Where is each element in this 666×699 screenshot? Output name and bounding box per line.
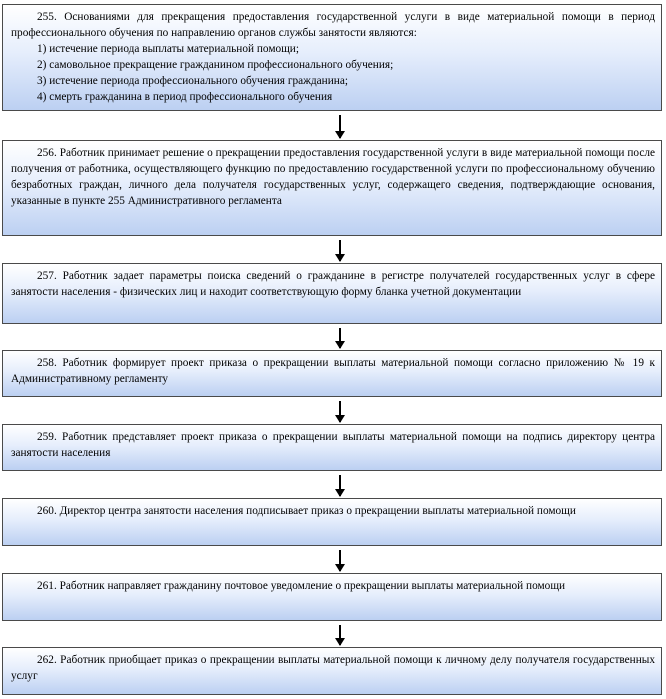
arrow-260-261 xyxy=(339,550,341,571)
step-255-item-1: 1) истечение периода выплаты материальной помощи; xyxy=(37,43,299,55)
step-260-text: 260. Директор центра занятости населения подписывает приказ о прекращении выплаты материальной помощи xyxy=(37,505,576,517)
step-262-text: 262. Работник приобщает приказ о прекращении выплаты материальной помощи к личному делу получателя государственных услуг xyxy=(11,654,655,682)
step-256-box xyxy=(2,140,662,236)
step-258-box xyxy=(2,350,662,397)
step-257-text: 257. Работник задает параметры поиска сведений о гражданине в регистре получателей государственных услуг в сфере занятости населения - физических лиц и находит соответствующую форму бланка учетной документации xyxy=(11,270,655,298)
step-259-box xyxy=(2,424,662,471)
step-255-box xyxy=(2,4,662,111)
arrow-259-260 xyxy=(339,475,341,496)
step-255-item-2: 2) самовольное прекращение гражданином профессионального обучения; xyxy=(37,59,394,71)
step-260-box xyxy=(2,498,662,546)
step-261-box xyxy=(2,573,662,621)
arrow-261-262 xyxy=(339,625,341,645)
step-261-text: 261. Работник направляет гражданину почтовое уведомление о прекращении выплаты материальной помощи xyxy=(37,580,566,592)
step-259-text: 259. Работник представляет проект приказа о прекращении выплаты материальной помощи на подпись директору центра занятости населения xyxy=(11,431,655,459)
step-255-item-3: 3) истечение периода профессионального обучения гражданина; xyxy=(37,75,348,87)
step-257-box xyxy=(2,263,662,324)
step-262-box xyxy=(2,647,662,695)
step-256-text: 256. Работник принимает решение о прекращении предоставления государственной услуги в виде материальной помощи после получения от работника, осуществляющего функцию по предоставлению государственной услуги по профессиональному обучению безработных граждан, личного дела получателя государственных услуг, содержащего сведения, подтверждающие основания, указанные в пункте 255 Административного регламента xyxy=(11,147,655,207)
arrow-256-257 xyxy=(339,240,341,261)
step-258-text: 258. Работник формирует проект приказа о прекращении выплаты материальной помощи согласно приложению № 19 к Административному регламенту xyxy=(11,357,655,385)
arrow-257-258 xyxy=(339,328,341,348)
step-255-item-4: 4) смерть гражданина в период профессионального обучения xyxy=(37,91,333,103)
arrow-255-256 xyxy=(339,115,341,138)
step-255-text: 255. Основаниями для прекращения предоставления государственной услуги в виде материальной помощи в период профессионального обучения по направлению органов службы занятости являются: xyxy=(11,11,655,39)
arrow-258-259 xyxy=(339,401,341,422)
